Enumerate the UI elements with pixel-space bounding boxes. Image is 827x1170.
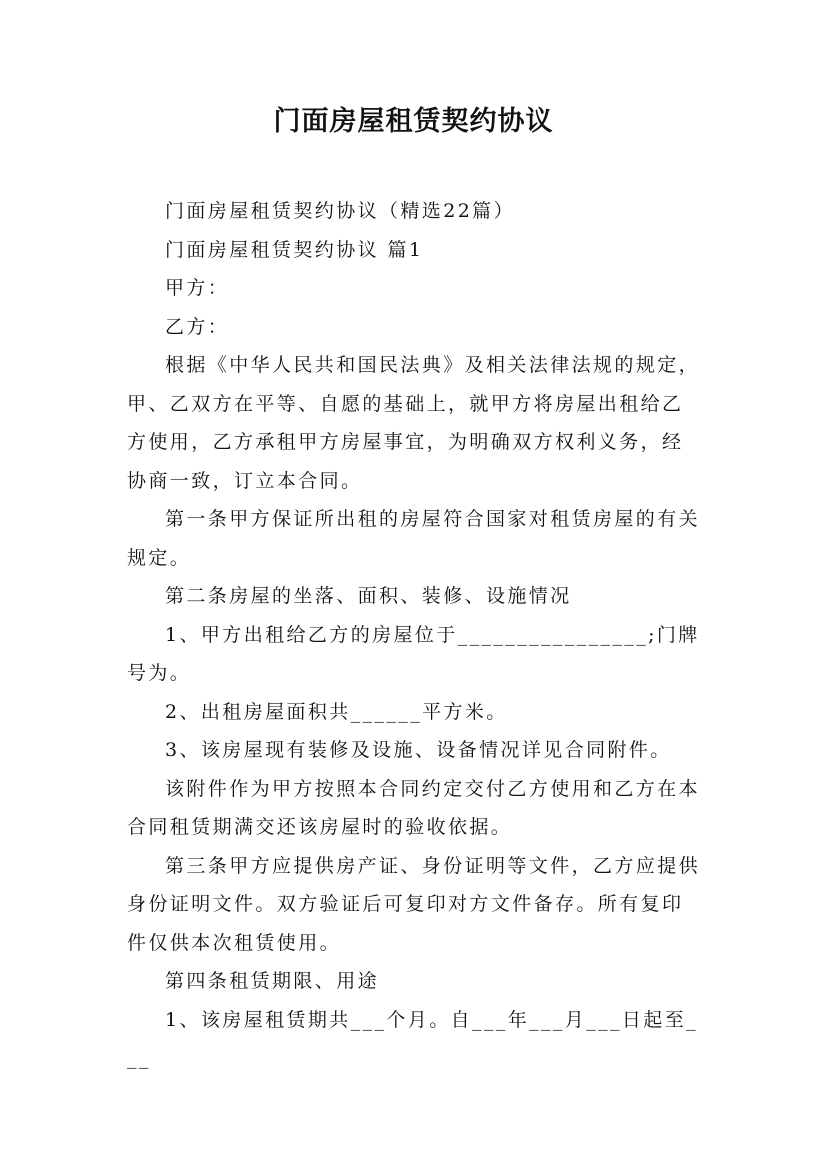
paragraph-article-2-item-3: 3、该房屋现有装修及设施、设备情况详见合同附件。: [165, 739, 672, 761]
paragraph-article-1: 第一条甲方保证所出租的房屋符合国家对租赁房屋的有关规定。: [127, 508, 701, 569]
paragraph-subtitle: 门面房屋租赁契约协议（精选22篇）: [165, 200, 515, 222]
paragraph-party-b: 乙方：: [165, 315, 230, 338]
paragraph-preamble: 根据《中华人民共和国民法典》及相关法律法规的规定，甲、乙双方在平等、自愿的基础上，就甲方将房屋出租给乙方使用，乙方承租甲方房屋事宜，为明确双方权利义务，经协商一致，订立本合同。: [127, 354, 701, 492]
paragraph-attachment-note: 该附件作为甲方按照本合同约定交付乙方使用和乙方在本合同租赁期满交还该房屋时的验收依据。: [127, 777, 701, 838]
paragraph-party-a: 甲方：: [165, 277, 230, 299]
paragraph-article-4: 第四条租赁期限、用途: [165, 970, 380, 992]
paragraph-article-2: 第二条房屋的坐落、面积、装修、设施情况: [165, 585, 572, 607]
paragraph-section-heading: 门面房屋租赁契约协议 篇1: [165, 238, 424, 261]
paragraph-article-2-item-1: 1、甲方出租给乙方的房屋位于________________;门牌号为。: [127, 623, 700, 684]
paragraph-article-2-item-2: 2、出租房屋面积共______平方米。: [165, 700, 508, 723]
paragraph-article-4-item-1: 1、该房屋租赁期共___个月。自___年___月___日起至___: [127, 1008, 698, 1069]
document-body: [127, 192, 703, 1078]
paragraph-article-3: 第三条甲方应提供房产证、身份证明等文件，乙方应提供身份证明文件。双方验证后可复印对方文件备存。所有复印件仅供本次租赁使用。: [127, 854, 701, 954]
document-title: 门面房屋租赁契约协议: [273, 106, 554, 137]
